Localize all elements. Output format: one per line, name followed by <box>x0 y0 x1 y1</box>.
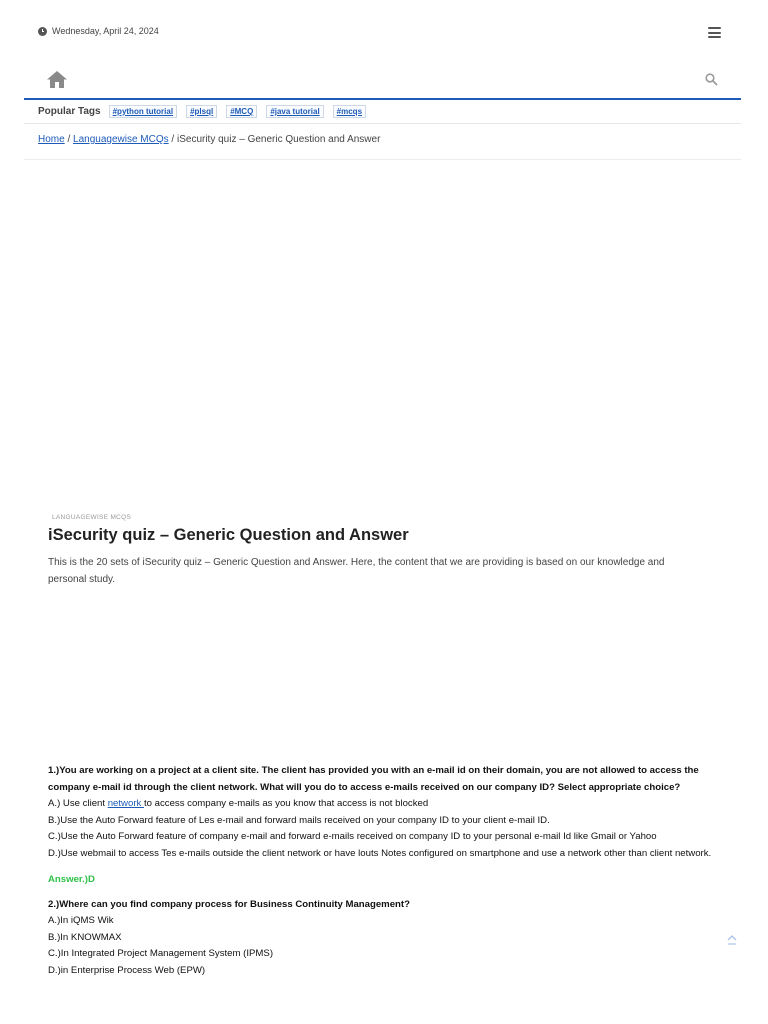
breadcrumb <box>38 134 380 145</box>
popular-tags-label: Popular Tags <box>38 106 101 117</box>
question-1-option-a <box>48 796 738 813</box>
divider <box>24 159 741 160</box>
breadcrumb-separator: / <box>168 134 177 145</box>
tag-plsql[interactable]: #plsql <box>186 105 217 118</box>
question-2-option-c: C.)In Integrated Project Management System (IPMS) <box>48 948 274 959</box>
network-link[interactable]: network <box>107 798 144 809</box>
date-text: Wednesday, April 24, 2024 <box>52 26 159 36</box>
article-title: iSecurity quiz – Generic Question and Answer <box>48 526 409 544</box>
question-2-option-a: A.)In iQMS Wik <box>48 915 114 926</box>
tag-mcq[interactable]: #MCQ <box>226 105 257 118</box>
option-text: to access company e-mails as you know that access is not blocked <box>143 798 429 809</box>
clock-icon <box>38 27 47 36</box>
question-2: 2.)Where can you find company process for Business Continuity Management? <box>48 898 410 910</box>
question-1: 1.)You are working on a project at a client site. The client has provided you with an e-mail id on their domain, you are not allowed to access the company e-mail id through the client network. What will you do to access e-mails received on our company ID? Select appropriate choice? <box>48 765 699 793</box>
article-category[interactable]: LANGUAGEWISE MCQS <box>52 514 132 521</box>
main-nav <box>24 62 741 100</box>
menu-icon[interactable] <box>708 27 721 38</box>
search-icon[interactable] <box>705 73 718 86</box>
article-intro: This is the 20 sets of iSecurity quiz – Generic Question and Answer. Here, the content that we are providing is based on our knowledge and personal study. <box>48 557 665 585</box>
question-1-option-d: D.)Use webmail to access Tes e-mails outside the client network or have louts Notes configured on smartphone and use a network other than client network. <box>48 847 712 859</box>
tag-java-tutorial[interactable]: #java tutorial <box>266 105 323 118</box>
page <box>24 0 741 1024</box>
question-1-option-b: B.)Use the Auto Forward feature of Les e-mail and forward mails received on your company ID to your client e-mail ID. <box>48 814 550 826</box>
home-icon[interactable] <box>47 71 67 88</box>
date-display <box>38 26 159 36</box>
tag-mcqs[interactable]: #mcqs <box>333 105 366 118</box>
breadcrumb-separator: / <box>64 134 74 145</box>
option-text: A.) Use client <box>48 798 108 809</box>
question-1-option-c: C.)Use the Auto Forward feature of company e-mail and forward e-mails received on company ID to your personal e-mail Id like Gmail or Yahoo <box>48 831 657 842</box>
question-2-option-b: B.)In KNOWMAX <box>48 931 122 943</box>
question-2-option-d: D.)in Enterprise Process Web (EPW) <box>48 964 206 976</box>
breadcrumb-category-link[interactable]: Languagewise MCQs <box>73 134 169 145</box>
question-1-answer: Answer.)D <box>48 874 95 885</box>
tag-python-tutorial[interactable]: #python tutorial <box>109 105 177 118</box>
question-list <box>48 763 738 979</box>
scroll-top-icon[interactable] <box>725 934 739 948</box>
breadcrumb-current: iSecurity quiz – Generic Question and Answer <box>176 134 381 145</box>
top-bar <box>38 26 721 42</box>
breadcrumb-home-link[interactable]: Home <box>38 134 65 145</box>
popular-tags <box>24 100 741 124</box>
